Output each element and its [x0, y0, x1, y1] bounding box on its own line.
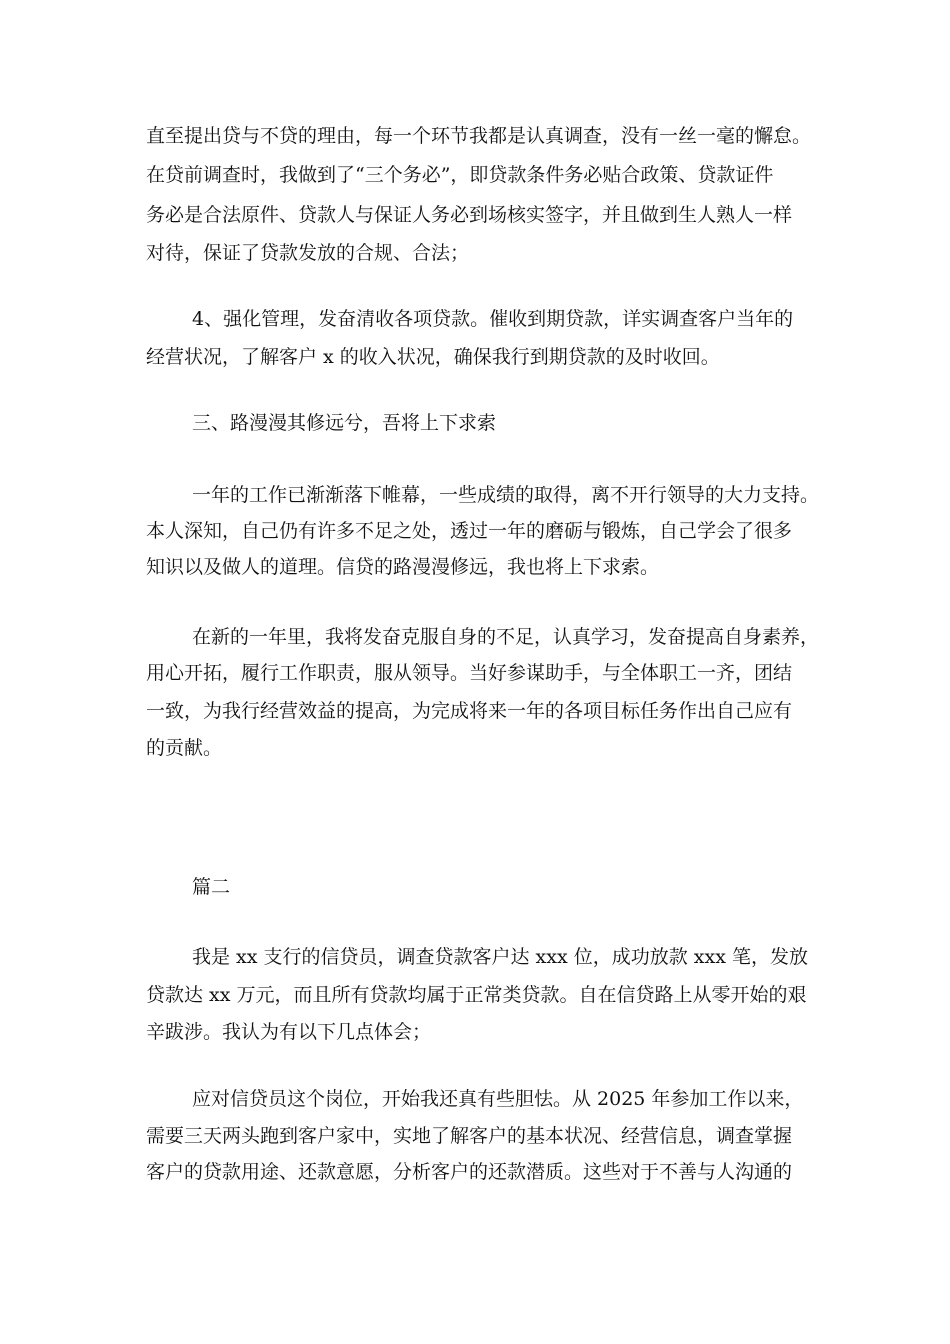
chapter-label: 篇二	[192, 876, 231, 898]
paragraph-4-line-3: 一致，为我行经营效益的提高，为完成将来一年的各项目标任务作出自己应有	[146, 700, 793, 722]
paragraph-2-line-2: 经营状况，了解客户 x 的收入状况，确保我行到期贷款的及时收回。	[146, 346, 720, 368]
paragraph-2-line-1: 4、强化管理，发奋清收各项贷款。催收到期贷款，详实调查客户当年的	[192, 308, 794, 330]
paragraph-3-line-3: 知识以及做人的道理。信贷的路漫漫修远，我也将上下求索。	[146, 556, 660, 578]
paragraph-6-line-3: 客户的贷款用途、还款意愿，分析客户的还款潜质。这些对于不善与人沟通的	[146, 1161, 793, 1183]
paragraph-1-line-4: 对待，保证了贷款发放的合规、合法；	[146, 242, 470, 264]
paragraph-6-line-1: 应对信贷员这个岗位，开始我还真有些胆怯。从 2025 年参加工作以来，	[192, 1088, 804, 1110]
paragraph-6-line-2: 需要三天两头跑到客户家中，实地了解客户的基本状况、经营信息，调查掌握	[146, 1125, 793, 1147]
paragraph-1-line-3: 务必是合法原件、贷款人与保证人务必到场核实签字，并且做到生人熟人一样	[146, 204, 793, 226]
paragraph-1-line-1: 直至提出贷与不贷的理由，每一个环节我都是认真调查，没有一丝一毫的懈怠。	[146, 125, 812, 147]
paragraph-4-line-2: 用心开拓，履行工作职责，服从领导。当好参谋助手，与全体职工一齐，团结	[146, 662, 793, 684]
paragraph-3-line-2: 本人深知，自己仍有许多不足之处，透过一年的磨砺与锻炼，自己学会了很多	[146, 520, 793, 542]
paragraph-3-line-1: 一年的工作已渐渐落下帷幕，一些成绩的取得，离不开行领导的大力支持。	[192, 484, 820, 506]
paragraph-4-line-1: 在新的一年里，我将发奋克服自身的不足，认真学习，发奋提高自身素养，	[192, 626, 820, 648]
paragraph-5-line-2: 贷款达 xx 万元，而且所有贷款均属于正常类贷款。自在信贷路上从零开始的艰	[146, 984, 807, 1006]
paragraph-4-line-4: 的贡献。	[146, 737, 223, 759]
section-heading: 三、路漫漫其修远兮，吾将上下求索	[192, 412, 497, 434]
paragraph-1-line-2: 在贷前调查时，我做到了“三个务必”，即贷款条件务必贴合政策、贷款证件	[146, 164, 774, 186]
paragraph-5-line-1: 我是 xx 支行的信贷员，调查贷款客户达 xxx 位，成功放款 xxx 笔，发放	[192, 946, 808, 968]
paragraph-5-line-3: 辛跋涉。我认为有以下几点体会；	[146, 1021, 432, 1043]
